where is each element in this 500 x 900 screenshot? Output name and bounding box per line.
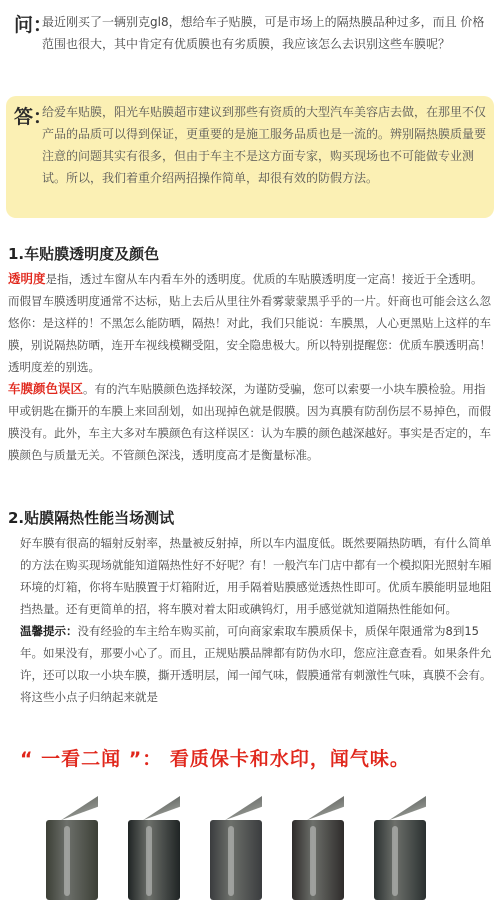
film-samples-image bbox=[46, 790, 466, 900]
color-myth-text: 。有的汽车贴膜颜色选择较深，为谨防受骗，您可以索要一小块车膜检验。用指甲或钥匙在撕开的车膜上来回刮划，如出现掉色就是假膜。因为真膜有防刮伤层不易掉色，而假膜没有。此外，车主大多对车膜颜色有这样误区：认为车膜的颜色越深越好。事实是否定的，车膜颜色与质量无关。不管颜色深浅，透明度高才是衡量标准。 bbox=[8, 382, 491, 462]
question-mark: 问： bbox=[14, 14, 53, 36]
answer-mark: 答： bbox=[14, 106, 53, 128]
section2-paragraph1: 好车膜有很高的辐射反射率，热量被反射掉，所以车内温度低。既然要隔热防晒，有什么简单的方法在购买现场就能知道隔热性好不好呢？有！一般汽车门店中都有一个模拟阳光照射车厢环境的灯箱，你将车贴膜置于灯箱附近，用手隔着贴膜感觉透热性即可。优质车膜能明显地阻挡热量。还有更简单的招，将车膜对着太阳或碘钨灯，用手感觉就知道隔热性能如何。 bbox=[20, 536, 492, 616]
answer-block bbox=[6, 96, 494, 218]
question-block bbox=[6, 8, 494, 86]
section-heat-test bbox=[8, 508, 492, 708]
section1-paragraph1 bbox=[8, 268, 492, 378]
tinted-film-roll-icon bbox=[128, 790, 180, 900]
question-text: 最近刚买了一辆别克gl8，想给车子贴膜，可是市场上的隔热膜品种过多，而且 价格范围也很大，其中肯定有优质膜也有劣质膜，我应该怎么去识别这些车膜呢？ bbox=[42, 15, 485, 51]
transparency-text: 是指，透过车窗从车内看车外的透明度。优质的车贴膜透明度一定高！接近于全透明。而假冒车膜透明度通常不达标，贴上去后从里往外看雾蒙蒙黑乎乎的一片。奸商也可能会这么忽悠你：是这样的！不黑怎么能防晒，隔热！对此，我们只能说：车膜黑，人心更黑贴上这样的车膜，别说隔热防晒，连开车视线模糊受阻，安全隐患极大。所以特别提醒您：优质车膜透明高！透明度差的别选。 bbox=[8, 272, 491, 374]
slogan: “ 一看二闻 ”： 看质保卡和水印，闻气味。 bbox=[20, 748, 410, 770]
tinted-film-roll-icon bbox=[374, 790, 426, 900]
tip-text: 没有经验的车主给车购买前，可向商家索取车膜质保卡，质保年限通常为8到15年。如果没有，那要小心了。而且，正规贴膜品牌都有防伪水印，您应注意查看。如果条件允许，还可以取一小块车膜，撕开透明层，闻一闻气味，假膜通常有刺激性气味，真膜不会有。将这些小点子归纳起来就是 bbox=[20, 624, 492, 704]
section1-paragraph2 bbox=[8, 378, 492, 466]
section2-title: 2.贴膜隔热性能当场测试 bbox=[8, 509, 175, 527]
section-transparency bbox=[8, 244, 492, 466]
transparency-label: 透明度 bbox=[8, 271, 46, 286]
section2-paragraph2 bbox=[8, 620, 492, 708]
section1-title: 1.车贴膜透明度及颜色 bbox=[8, 245, 160, 263]
tip-label: 温馨提示： bbox=[20, 624, 78, 638]
answer-text: 给爱车贴膜，阳光车贴膜超市建议到那些有资质的大型汽车美容店去做，在那里不仅产品的品质可以得到保证，更重要的是施工服务品质也是一流的。辨别隔热膜质量要注意的问题其实有很多，但由于车主不是这方面专家，购买现场也不可能做专业测试。所以，我们着重介绍两招操作简单，却很有效的防假方法。 bbox=[42, 105, 487, 185]
tinted-film-roll-icon bbox=[292, 790, 344, 900]
tinted-film-roll-icon bbox=[210, 790, 262, 900]
tinted-film-roll-icon bbox=[46, 790, 98, 900]
color-myth-label: 车膜颜色误区 bbox=[8, 381, 84, 396]
